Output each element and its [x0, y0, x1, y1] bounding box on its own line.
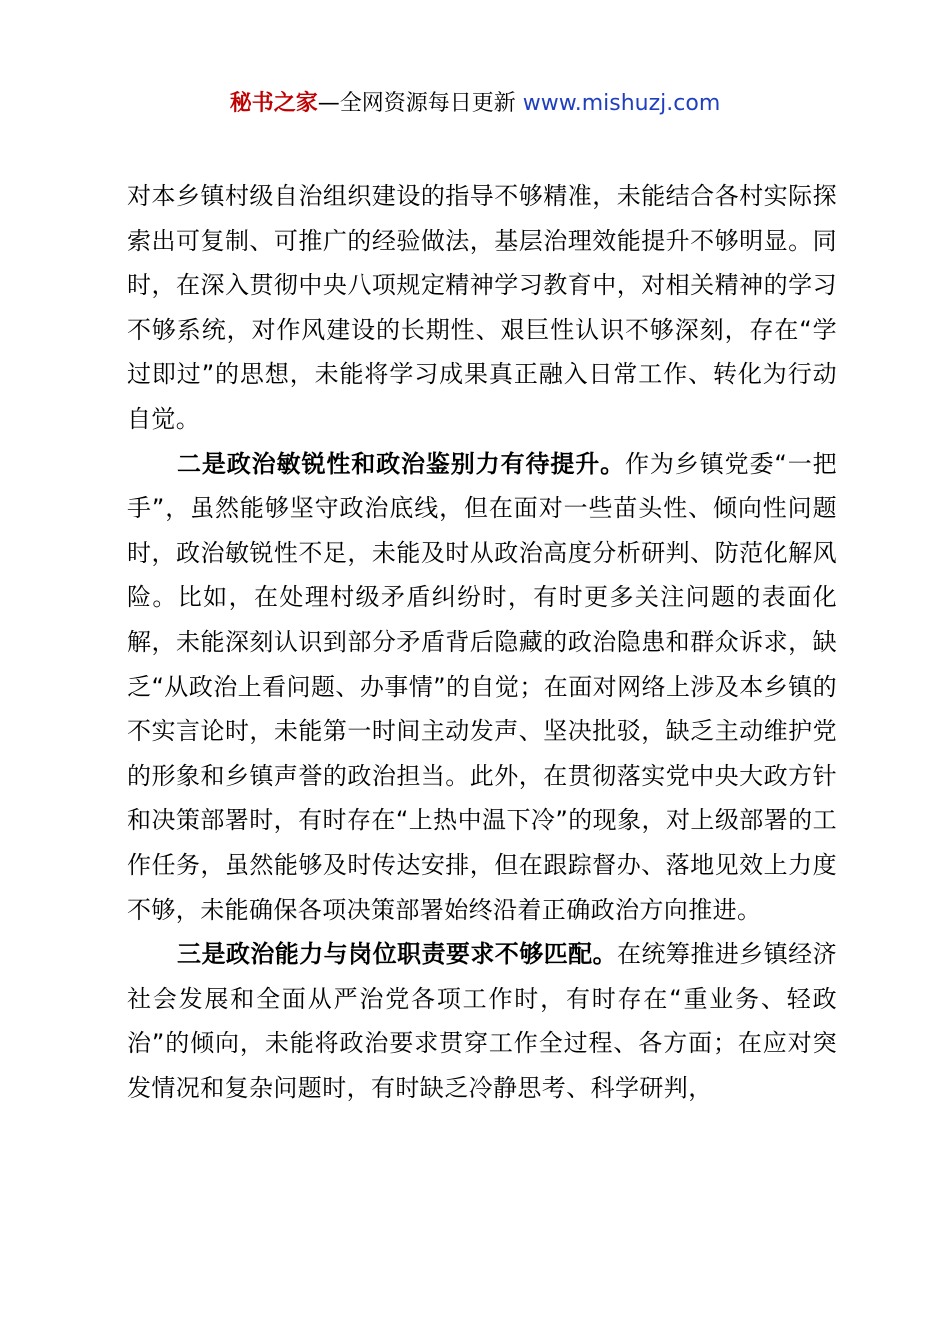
paragraph-text: 作为乡镇党委“一把手”，虽然能够坚守政治底线，但在面对一些苗头性、倾向性问题时，政治敏锐性不足，未能及时从政治高度分析研判、防范化解风险。比如，在处理村级矛盾纠纷时，有时更多关注问题的表面化解，未能深刻认识到部分矛盾背后隐藏的政治隐患和群众诉求，缺乏“从政治上看问题、办事情”的自觉；在面对网络上涉及本乡镇的不实言论时，未能第一时间主动发声、坚决批驳，缺乏主动维护党的形象和乡镇声誉的政治担当。此外，在贯彻落实党中央大政方针和决策部署时，有时存在“上热中温下冷”的现象，对上级部署的工作任务，虽然能够及时传达安排，但在跟踪督办、落地见效上力度不够，未能确保各项决策部署始终沿着正确政治方向推进。	[127, 449, 837, 924]
header-tagline: —全网资源每日更新	[317, 91, 523, 116]
paragraph-text: 对本乡镇村级自治组织建设的指导不够精准，未能结合各村实际探索出可复制、可推广的经验做法，基层治理效能提升不够明显。同时，在深入贯彻中央八项规定精神学习教育中，对相关精神的学习不够系统，对作风建设的长期性、艰巨性认识不够深刻，存在“学过即过”的思想，未能将学习成果真正融入日常工作、转化为行动自觉。	[127, 182, 838, 433]
paragraph-2	[127, 442, 837, 933]
paragraph-3	[127, 932, 837, 1110]
paragraph-text: 在统筹推进乡镇经济社会发展和全面从严治党各项工作时，有时存在“重业务、轻政治”的倾向，未能将政治要求贯穿工作全过程、各方面；在应对突发情况和复杂问题时，有时缺乏冷静思考、科学研判，	[127, 940, 837, 1102]
page-header	[0, 88, 950, 120]
document-body	[127, 174, 837, 1110]
header-brand: 秘书之家	[229, 91, 318, 116]
paragraph-lead: 三是政治能力与岗位职责要求不够匹配。	[177, 940, 618, 969]
paragraph-lead: 二是政治敏锐性和政治鉴别力有待提升。	[177, 449, 626, 478]
header-url[interactable]: www.mishuzj.com	[522, 91, 721, 116]
paragraph-1	[127, 174, 837, 442]
